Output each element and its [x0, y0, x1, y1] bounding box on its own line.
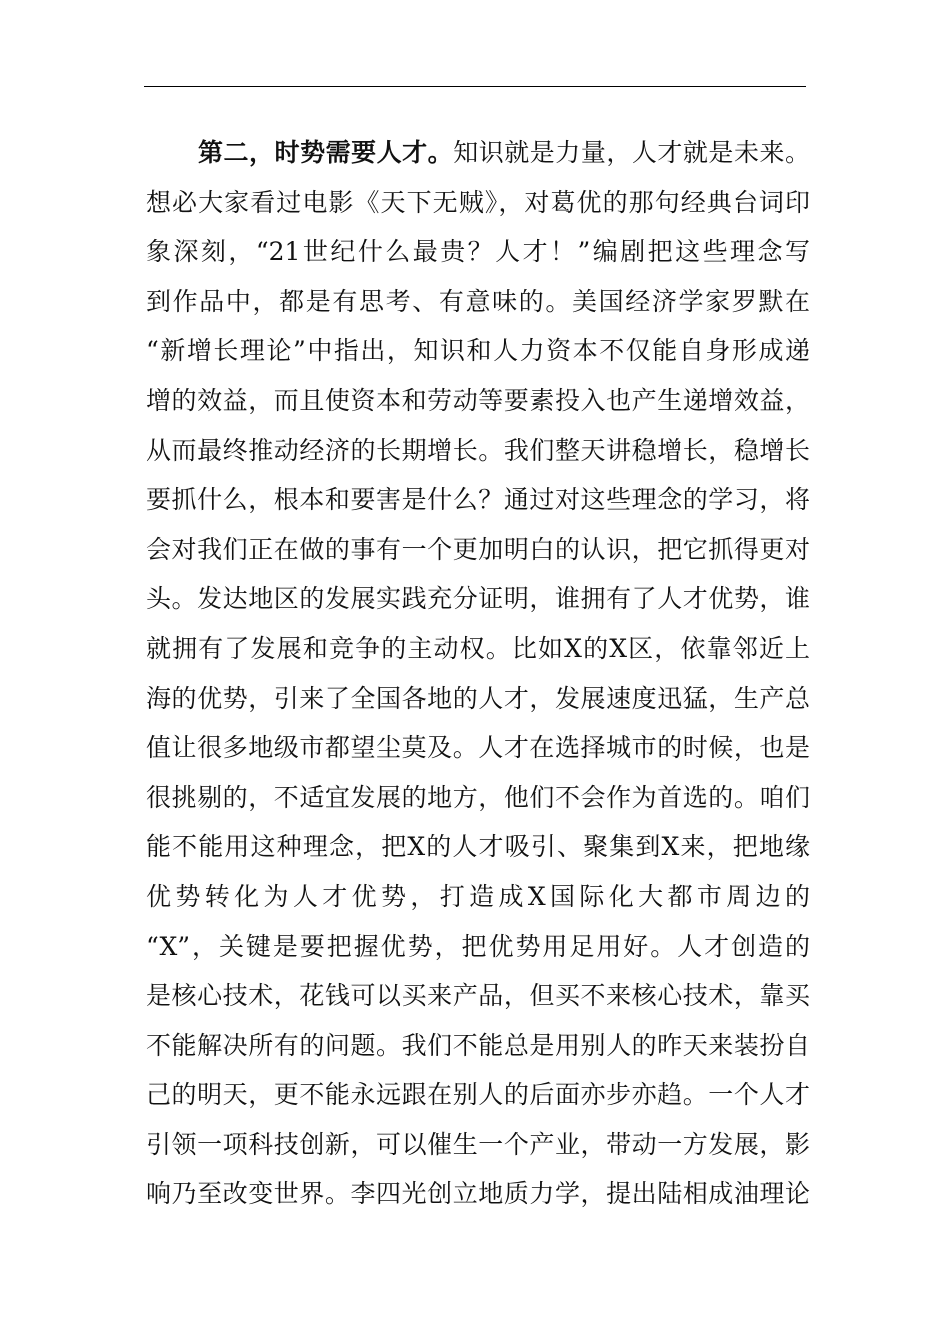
text-line: 从而最终推动经济的长期增长。我们整天讲稳增长，稳增长: [146, 435, 810, 465]
text-line: 响乃至改变世界。李四光创立地质力学，提出陆相成油理论: [146, 1179, 810, 1209]
paragraph-first-line: [146, 128, 810, 178]
text-line: 很挑剔的，不适宜发展的地方，他们不会作为首选的。咱们: [146, 782, 810, 812]
text-line: 想必大家看过电影《天下无贼》，对葛优的那句经典台词印: [146, 187, 810, 217]
text-line: 到作品中，都是有思考、有意味的。美国经济学家罗默在: [146, 286, 810, 316]
text-line: 象深刻，“21世纪什么最贵？人才！”编剧把这些理念写: [146, 237, 810, 267]
text-line: 海的优势，引来了全国各地的人才，发展速度迅猛，生产总: [146, 683, 810, 713]
text-line: 能不能用这种理念，把X的人才吸引、聚集到X来，把地缘: [146, 832, 810, 862]
text-line: 头。发达地区的发展实践充分证明，谁拥有了人才优势，谁: [146, 584, 810, 614]
text-line: 就拥有了发展和竞争的主动权。比如X的X区，依靠邻近上: [146, 633, 810, 663]
text-line: 优势转化为人才优势，打造成X国际化大都市周边的: [146, 881, 810, 911]
text-line: 要抓什么，根本和要害是什么？通过对这些理念的学习，将: [146, 485, 810, 515]
text-line: 引领一项科技创新，可以催生一个产业，带动一方发展，影: [146, 1129, 810, 1159]
text-line: 值让很多地级市都望尘莫及。人才在选择城市的时候，也是: [146, 733, 810, 763]
text-line: 增的效益，而且使资本和劳动等要素投入也产生递增效益，: [146, 385, 810, 415]
text-line: 会对我们正在做的事有一个更加明白的认识，把它抓得更对: [146, 534, 810, 564]
body-paragraph: [146, 128, 810, 1219]
text-line: 不能解决所有的问题。我们不能总是用别人的昨天来装扮自: [146, 1030, 810, 1060]
text-line: “X”，关键是要把握优势，把优势用足用好。人才创造的: [146, 931, 810, 961]
text-line: 知识就是力量，人才就是未来。: [453, 138, 810, 167]
text-line: 己的明天，更不能永远跟在别人的后面亦步亦趋。一个人才: [146, 1080, 810, 1110]
text-line: 是核心技术，花钱可以买来产品，但买不来核心技术，靠买: [146, 981, 810, 1011]
header-rule: [144, 86, 806, 87]
text-line: “新增长理论”中指出，知识和人力资本不仅能自身形成递: [146, 336, 810, 366]
paragraph-lead: 第二，时势需要人才。: [198, 138, 454, 167]
